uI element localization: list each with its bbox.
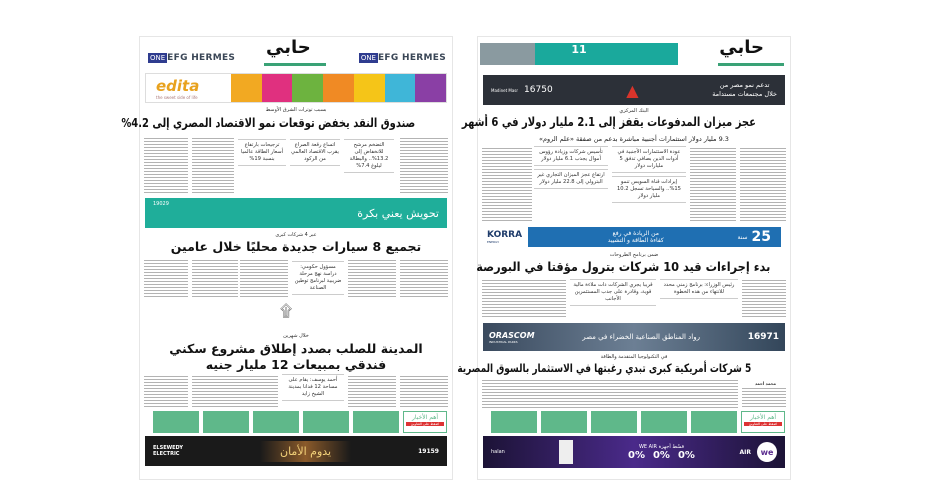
story-kicker: عبر 4 شركات كبرى bbox=[275, 232, 317, 238]
article-text-column bbox=[348, 259, 396, 299]
pull-quote: قريبا يجري الشركات ذات ملاءة مالية قوية، وقادرة على جذب المستثمرين الأجانب bbox=[570, 279, 656, 306]
pull-quote: اتساع رقعة الصراع يقرب الاقتصاد العالمي من الركود bbox=[290, 139, 340, 166]
article-text-column bbox=[742, 387, 786, 409]
sponsor-logo-right: EFG HERMESONE bbox=[360, 53, 446, 63]
arrow-up-icon: ▲ bbox=[626, 80, 639, 100]
pull-quote: التضخم مرشح للانخفاض إلى 13.2%.. والبطالة ليلوغ 7.4% bbox=[344, 139, 394, 173]
article-text-column bbox=[144, 375, 188, 409]
header-ad[interactable]: 11 bbox=[480, 43, 678, 65]
news-box[interactable] bbox=[691, 411, 737, 433]
article-text-column bbox=[144, 137, 188, 195]
pull-quote: ترجيحات بارتفاع أسعار الطاقة عالميا بنسبة 19% bbox=[238, 139, 286, 166]
ad-hotline: 19029 bbox=[153, 201, 169, 207]
news-box[interactable] bbox=[641, 411, 687, 433]
story-headline[interactable]: عجز ميزان المدفوعات يقفز إلى 2.1 مليار دولار في 6 أشهر bbox=[461, 115, 756, 129]
bokra-ad[interactable] bbox=[145, 198, 447, 228]
router-image bbox=[559, 440, 573, 464]
korra-ad[interactable] bbox=[483, 225, 785, 249]
story-headline[interactable]: صندوق النقد يخفض توقعات نمو الاقتصاد المصري إلى 4.2% bbox=[121, 115, 416, 130]
news-box[interactable] bbox=[353, 411, 399, 433]
article-text-column bbox=[482, 279, 566, 319]
story-kicker: بسبب توترات الشرق الأوسط bbox=[265, 107, 327, 113]
news-box[interactable] bbox=[591, 411, 637, 433]
dateline-bar bbox=[264, 63, 326, 66]
masthead-logo: حابي bbox=[266, 37, 311, 58]
calligraphy-logo-icon: ۩ bbox=[280, 301, 293, 320]
pull-quote: عودة الاستثمارات الأجنبية في أدوات الدين بصافي تدفق 5 مليارات دولار bbox=[612, 146, 686, 173]
pull-quote: تأسيس شركات وزيادة رؤوس أموال يجذب 6.1 مليار دولار bbox=[534, 146, 608, 166]
newspaper-page-left bbox=[121, 36, 453, 480]
ad-banner: 25 سنة من الريادة في رفع كفاءة الطاقة و التشييد bbox=[528, 227, 781, 247]
article-text-column bbox=[192, 259, 238, 299]
korra-logo: KORRA ENERGY bbox=[487, 230, 523, 244]
edita-ad[interactable] bbox=[145, 73, 447, 103]
article-text-column bbox=[400, 375, 448, 409]
sponsor-logo-left: EFG HERMESONE bbox=[150, 53, 236, 63]
story-headline-line2[interactable]: فندقي بمبيعات 12 مليار جنيه bbox=[205, 357, 387, 372]
ad-offer: قسّط أجهزة WE AIR 0% 0% 0% bbox=[627, 443, 695, 461]
pull-quote-column bbox=[534, 146, 608, 189]
article-text-column bbox=[690, 147, 736, 221]
news-box[interactable] bbox=[153, 411, 199, 433]
news-box[interactable] bbox=[491, 411, 537, 433]
article-text-column bbox=[482, 379, 738, 409]
we-air-ad[interactable]: we AIR قسّط أجهزة WE AIR 0% 0% 0% halan bbox=[483, 436, 785, 468]
madinet-masr-ad[interactable]: تدعم نمو مصر من خلال مجتمعات مستدامة ▲ Madinet Masr 16750 bbox=[483, 75, 785, 105]
ad-text: تدعم نمو مصر من خلال مجتمعات مستدامة bbox=[712, 81, 777, 98]
article-text-column bbox=[348, 375, 396, 409]
article-text-column bbox=[238, 375, 278, 409]
pull-quote: ارتفاع عجز الميزان التجاري غير البترولي إلى 22.8 مليار دولار bbox=[534, 169, 608, 189]
newspaper-page-right bbox=[457, 36, 791, 480]
story-kicker: في التكنولوجيا المتقدمة والطاقة bbox=[600, 354, 668, 360]
pull-quote-column bbox=[612, 146, 686, 203]
article-text-column bbox=[144, 259, 188, 299]
pull-quote: مسؤول حكومي: دراسة نهج مرحلة ضريبية لبرنامج توطين الصناعة bbox=[292, 261, 344, 295]
article-text-column bbox=[192, 375, 238, 409]
edita-logo: edita the sweet side of life bbox=[156, 76, 200, 100]
news-boxes bbox=[145, 411, 447, 433]
article-text-column bbox=[400, 137, 448, 195]
article-text-column bbox=[400, 259, 448, 299]
article-text-column bbox=[742, 279, 786, 319]
news-box[interactable] bbox=[303, 411, 349, 433]
masthead-logo: حابي bbox=[719, 37, 764, 58]
article-text-column bbox=[192, 137, 234, 195]
top-news-box[interactable]: أهم الأخبار اضغط على العناوين bbox=[403, 411, 447, 433]
story-kicker: خلال شهرين bbox=[283, 333, 309, 339]
elsewedy-ad[interactable]: ELSEWEDY ELECTRIC يدوم الأمان 19159 bbox=[145, 436, 447, 466]
story-headline[interactable]: تجميع 8 سيارات جديدة محليًا خلال عامين bbox=[170, 239, 422, 254]
news-boxes bbox=[483, 411, 785, 433]
news-box[interactable] bbox=[203, 411, 249, 433]
product-strip bbox=[231, 74, 446, 102]
article-text-column bbox=[240, 259, 288, 299]
story-kicker: ضمن برنامج الطروحات bbox=[609, 252, 659, 258]
orascom-logo: ORASCOM INDUSTRIAL PARKS bbox=[489, 330, 535, 344]
we-logo: we AIR bbox=[740, 442, 778, 462]
news-box[interactable] bbox=[253, 411, 299, 433]
story-headline[interactable]: بدء إجراءات قيد 10 شركات بترول مؤقتا في البورصة bbox=[476, 259, 771, 274]
news-box[interactable] bbox=[541, 411, 587, 433]
pull-quote: إيرادات قناة السويس تنمو 15%.. والسياحة تسجل 10.2 مليار دولار bbox=[612, 176, 686, 203]
ad-text: تحويش يعني بكرة bbox=[357, 206, 439, 220]
pull-quote: رئيس الوزراء: برنامج زمني محدد للانتهاء من هذه الخطوة bbox=[660, 279, 738, 299]
pull-quote: أحمد يوسف: يقام على مساحة 12 فدانا بمدينة الشيخ زايد bbox=[282, 374, 344, 401]
article-text-column bbox=[740, 147, 786, 221]
dateline-bar bbox=[718, 63, 784, 66]
story-headline[interactable]: المدينة للصلب بصدد إطلاق مشروع سكني bbox=[169, 341, 423, 356]
top-news-box[interactable]: أهم الأخبار اضغط على العناوين bbox=[741, 411, 785, 433]
byline: محمد أحمد bbox=[755, 381, 776, 386]
story-headline[interactable]: 5 شركات أمريكية كبرى تبدي رغبتها في الاستثمار بالسوق المصرية bbox=[457, 361, 752, 375]
article-text-column bbox=[482, 147, 532, 221]
orascom-ad[interactable]: ORASCOM INDUSTRIAL PARKS رواد المناطق الصناعية الخضراء في مصر 16971 bbox=[483, 323, 785, 351]
story-subhead: 9.3 مليار دولار استثمارات أجنبية مباشرة بدعم من صفقة «علم الروم» bbox=[539, 135, 729, 143]
story-kicker: البنك المركزي bbox=[619, 108, 649, 114]
